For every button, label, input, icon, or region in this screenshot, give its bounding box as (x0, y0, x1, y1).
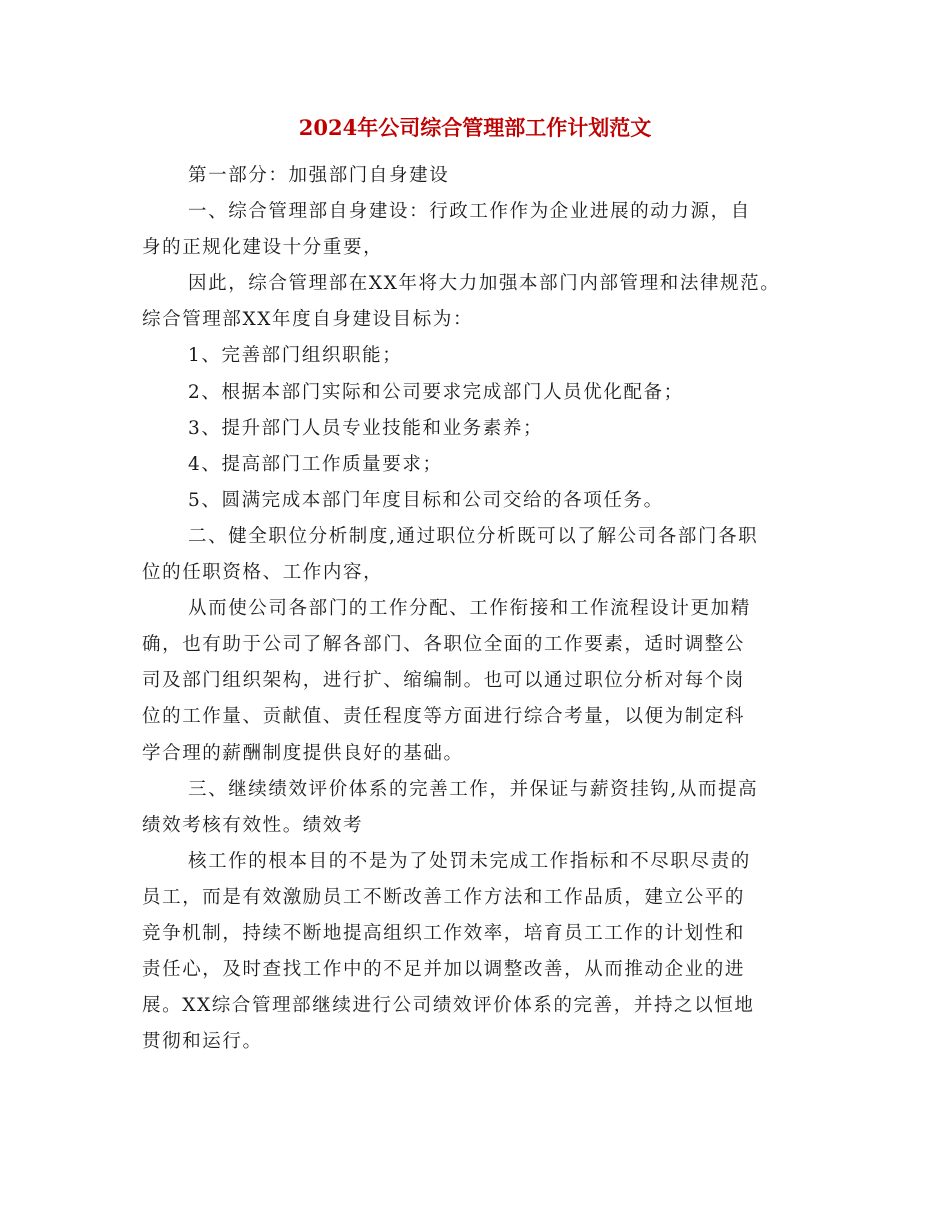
text-line: 责任心，及时查找工作中的不足并加以调整改善，从而推动企业的进 (142, 959, 746, 981)
text-line: 5、圆满完成本部门年度目标和公司交给的各项任务。 (188, 489, 664, 511)
text-line: 第一部分：加强部门自身建设 (188, 165, 450, 186)
text-line: 司及部门组织架构，进行扩、缩编制。也可以通过职位分析对每个岗 (142, 670, 746, 692)
text-line: 绩效考核有效性。绩效考 (142, 814, 364, 836)
document-title: 2024年公司综合管理部工作计划范文 (298, 115, 652, 140)
text-line: 从而使公司各部门的工作分配、工作衔接和工作流程设计更加精 (188, 598, 751, 620)
text-line: 4、提高部门工作质量要求； (188, 453, 443, 475)
text-line: 2、根据本部门实际和公司要求完成部门人员优化配备； (188, 381, 684, 403)
text-line: 因此，综合管理部在XX年将大力加强本部门内部管理和法律规范。 (188, 273, 781, 295)
text-line: 竞争机制，持续不断地提高组织工作效率，培育员工工作的计划性和 (142, 922, 746, 944)
text-line: 展。XX综合管理部继续进行公司绩效评价体系的完善，并持之以恒地 (142, 995, 755, 1017)
text-line: 身的正规化建设十分重要， (142, 237, 384, 259)
text-line: 位的工作量、贡献值、责任程度等方面进行综合考量，以便为制定科 (142, 706, 746, 728)
text-line: 确，也有助于公司了解各部门、各职位全面的工作要素，适时调整公 (142, 634, 746, 656)
text-line: 二、健全职位分析制度,通过职位分析既可以了解公司各部门各职 (188, 525, 759, 547)
text-line: 综合管理部XX年度自身建设目标为： (142, 309, 474, 331)
text-line: 位的任职资格、工作内容， (142, 562, 384, 584)
text-line: 一、综合管理部自身建设：行政工作作为企业进展的动力源，自 (188, 201, 751, 223)
text-line: 学合理的薪酬制度提供良好的基础。 (142, 742, 464, 764)
text-line: 1、完善部门组织职能； (188, 345, 403, 367)
text-line: 核工作的根本目的不是为了处罚未完成工作指标和不尽职尽责的 (188, 850, 751, 872)
text-line: 贯彻和运行。 (142, 1031, 263, 1053)
document-body (142, 158, 822, 1060)
text-line: 三、继续绩效评价体系的完善工作，并保证与薪资挂钩,从而提高 (188, 778, 759, 800)
text-line: 员工，而是有效激励员工不断改善工作方法和工作品质，建立公平的 (142, 886, 746, 908)
text-line: 3、提升部门人员专业技能和业务素养； (188, 417, 544, 439)
